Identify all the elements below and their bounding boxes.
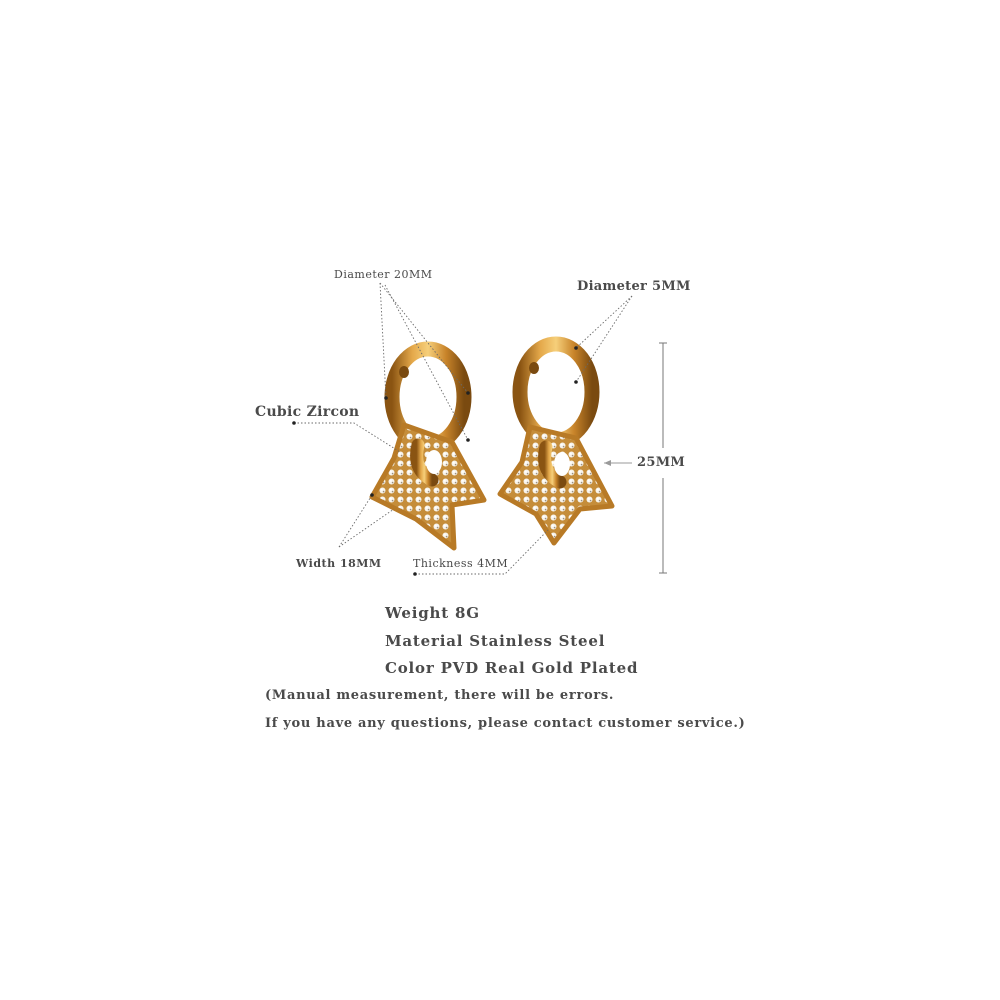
width-18mm-label: Width 18MM [296,557,382,570]
height-25mm-label: 25MM [637,455,686,470]
diameter-5mm-label: Diameter 5MM [577,279,691,294]
note-line-1: (Manual measurement, there will be errors. [265,688,615,703]
spec-color: Color PVD Real Gold Plated [385,659,639,677]
diameter-20mm-label: Diameter 20MM [334,268,433,281]
note-line-2: If you have any questions, please contact customer service.) [265,716,746,731]
left-star-charm [372,425,484,548]
thickness-4mm-label: Thickness 4MM [413,557,509,570]
left-earring [372,349,484,548]
cubic-zircon-label: Cubic Zircon [255,404,360,420]
spec-weight: Weight 8G [385,604,480,622]
right-earring [500,344,612,543]
spec-material: Material Stainless Steel [385,632,606,650]
